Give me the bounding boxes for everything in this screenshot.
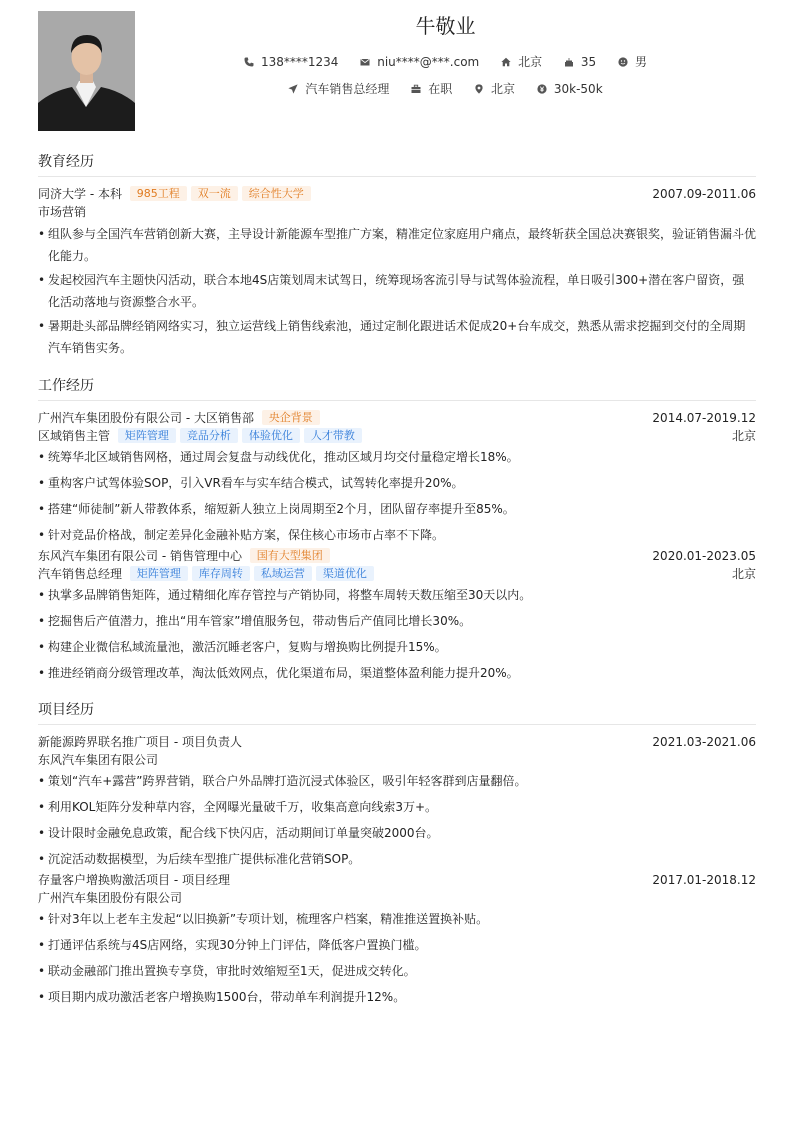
candidate-name: 牛敬业 bbox=[415, 14, 476, 38]
education-section bbox=[38, 151, 756, 359]
list-item: • 暑期赴头部品牌经销网络实习，独立运营线上销售线索池，通过定制化跟进话术促成20+台车成交，熟悉从需求挖掘到交付的全周期汽车销售实务。 bbox=[38, 315, 756, 359]
home-text: 北京 bbox=[518, 55, 543, 69]
education-bullets bbox=[38, 223, 756, 359]
home-info bbox=[501, 53, 542, 70]
avatar bbox=[38, 11, 135, 131]
location-icon bbox=[474, 84, 484, 94]
school-tag: 综合性大学 bbox=[242, 186, 311, 201]
employment-status-text: 在职 bbox=[428, 82, 453, 96]
education-dates: 2007.09-2011.06 bbox=[652, 187, 756, 201]
briefcase-icon bbox=[411, 84, 421, 94]
work-title: 工作经历 bbox=[38, 375, 756, 401]
target-position-info bbox=[288, 80, 389, 97]
list-item: • 打通评估系统与4S店网络，实现30分钟上门评估，降低客户置换门槛。 bbox=[38, 935, 756, 955]
phone-info bbox=[244, 55, 338, 69]
skill-tag: 矩阵管理 bbox=[130, 566, 188, 581]
skill-tag: 体验优化 bbox=[242, 428, 300, 443]
list-item: • 推进经销商分级管理改革，淘汰低效网点，优化渠道布局，渠道整体盈利能力提升20%。 bbox=[38, 663, 756, 683]
project-company-row bbox=[38, 889, 756, 907]
list-item: • 利用KOL矩阵分发种草内容，全网曝光量破千万，收集高意向线索3万+。 bbox=[38, 797, 756, 817]
job-dates: 2014.07-2019.12 bbox=[652, 411, 756, 425]
list-item: • 挖掘售后产值潜力，推出“用车管家”增值服务包，带动售后产值同比增长30%。 bbox=[38, 611, 756, 631]
projects-title: 项目经历 bbox=[38, 699, 756, 725]
project-name: 新能源跨界联名推广项目 - 项目负责人 bbox=[38, 735, 242, 749]
list-item: • 联动金融部门推出置换专享贷，审批时效缩短至1天，促进成交转化。 bbox=[38, 961, 756, 981]
mail-icon bbox=[360, 57, 370, 67]
list-item: • 构建企业微信私域流量池，激活沉睡老客户，复购与增换购比例提升15%。 bbox=[38, 637, 756, 657]
job-bullets bbox=[38, 585, 756, 683]
project-bullets bbox=[38, 909, 756, 1007]
gender-info bbox=[618, 53, 647, 70]
list-item: • 发起校园汽车主题快闪活动，联合本地4S店策划周末试驾日，统筹现场客流引导与试驾体验流程，单日吸引300+潜在客户留资，强化活动落地与资源整合水平。 bbox=[38, 269, 756, 313]
job-city: 北京 bbox=[731, 567, 756, 581]
project-dates: 2017.01-2018.12 bbox=[652, 873, 756, 887]
job-dates: 2020.01-2023.05 bbox=[652, 549, 756, 563]
email-text: niu****@***.com bbox=[377, 55, 480, 69]
target-position-text: 汽车销售总经理 bbox=[305, 82, 390, 96]
project-bullets bbox=[38, 771, 756, 869]
skill-tag: 矩阵管理 bbox=[118, 428, 176, 443]
contact-row bbox=[135, 53, 756, 70]
job-intent-row bbox=[135, 80, 756, 97]
list-item: • 搭建“师徒制”新人带教体系，缩短新人独立上岗周期至2个月，团队留存率提升至85%。 bbox=[38, 499, 756, 519]
employment-status-info bbox=[411, 80, 452, 97]
phone-icon bbox=[244, 57, 254, 67]
email-info bbox=[360, 55, 479, 69]
major-name: 市场营销 bbox=[38, 205, 87, 219]
job-company: 广州汽车集团股份有限公司 - 大区销售部 bbox=[38, 411, 254, 425]
portrait-icon bbox=[38, 11, 135, 131]
phone-text: 138****1234 bbox=[260, 55, 339, 69]
salary-info bbox=[537, 82, 603, 96]
age-info bbox=[564, 55, 596, 69]
list-item: • 项目期内成功激活老客户增换购1500台，带动单车利润提升12%。 bbox=[38, 987, 756, 1007]
target-city-text: 北京 bbox=[491, 82, 516, 96]
gender-icon bbox=[618, 57, 628, 67]
gender-text: 男 bbox=[635, 55, 648, 69]
job-header-row bbox=[38, 547, 756, 565]
project-header-row bbox=[38, 733, 756, 751]
list-item: • 重构客户试驾体验SOP，引入VR看车与实车结合模式，试驾转化率提升20%。 bbox=[38, 473, 756, 493]
job-role: 区域销售主管 bbox=[38, 429, 111, 443]
job-role-row bbox=[38, 565, 756, 583]
company-tag: 国有大型集团 bbox=[250, 548, 330, 563]
project-header-row bbox=[38, 871, 756, 889]
cake-icon bbox=[564, 57, 574, 67]
skill-tag: 私域运营 bbox=[254, 566, 312, 581]
list-item: • 统筹华北区域销售网格，通过周会复盘与动线优化，推动区域月均交付量稳定增长18%。 bbox=[38, 447, 756, 467]
job-city: 北京 bbox=[731, 429, 756, 443]
skill-tag: 竞品分析 bbox=[180, 428, 238, 443]
project-dates: 2021.03-2021.06 bbox=[652, 735, 756, 749]
home-icon bbox=[501, 57, 511, 67]
work-section bbox=[38, 375, 756, 683]
education-header-row bbox=[38, 185, 756, 203]
list-item: • 执掌多品牌销售矩阵，通过精细化库存管控与产销协同，将整车周转天数压缩至30天以内。 bbox=[38, 585, 756, 605]
job-header-row bbox=[38, 409, 756, 427]
list-item: • 组队参与全国汽车营销创新大赛，主导设计新能源车型推广方案，精准定位家庭用户痛点，最终斩获全国总决赛银奖，验证销售漏斗优化能力。 bbox=[38, 223, 756, 267]
salary-icon bbox=[537, 84, 547, 94]
skill-tag: 渠道优化 bbox=[316, 566, 374, 581]
job-company: 东风汽车集团有限公司 - 销售管理中心 bbox=[38, 549, 242, 563]
send-icon bbox=[288, 84, 298, 94]
target-city-info bbox=[474, 80, 515, 97]
project-name: 存量客户增换购激活项目 - 项目经理 bbox=[38, 873, 230, 887]
school-tag: 985工程 bbox=[130, 186, 187, 201]
age-text: 35 bbox=[580, 55, 597, 69]
list-item: • 针对3年以上老车主发起“以旧换新”专项计划，梳理客户档案，精准推送置换补贴。 bbox=[38, 909, 756, 929]
school-name: 同济大学 - 本科 bbox=[38, 187, 122, 201]
education-title: 教育经历 bbox=[38, 151, 756, 177]
project-company: 广州汽车集团股份有限公司 bbox=[38, 891, 183, 905]
projects-section bbox=[38, 699, 756, 1007]
project-company: 东风汽车集团有限公司 bbox=[38, 753, 159, 767]
list-item: • 设计限时金融免息政策，配合线下快闪店，活动期间订单量突破2000台。 bbox=[38, 823, 756, 843]
education-major-row bbox=[38, 203, 756, 221]
list-item: • 沉淀活动数据模型，为后续车型推广提供标准化营销SOP。 bbox=[38, 849, 756, 869]
school-tag: 双一流 bbox=[191, 186, 238, 201]
project-company-row bbox=[38, 751, 756, 769]
salary-text: 30k-50k bbox=[553, 82, 603, 96]
job-bullets bbox=[38, 447, 756, 545]
list-item: • 策划“汽车+露营”跨界营销，联合户外品牌打造沉浸式体验区，吸引年轻客群到店量翻倍。 bbox=[38, 771, 756, 791]
job-role-row bbox=[38, 427, 756, 445]
job-role: 汽车销售总经理 bbox=[38, 567, 123, 581]
skill-tag: 库存周转 bbox=[192, 566, 250, 581]
company-tag: 央企背景 bbox=[262, 410, 320, 425]
list-item: • 针对竞品价格战，制定差异化金融补贴方案，保住核心市场市占率不下降。 bbox=[38, 525, 756, 545]
skill-tag: 人才带教 bbox=[304, 428, 362, 443]
